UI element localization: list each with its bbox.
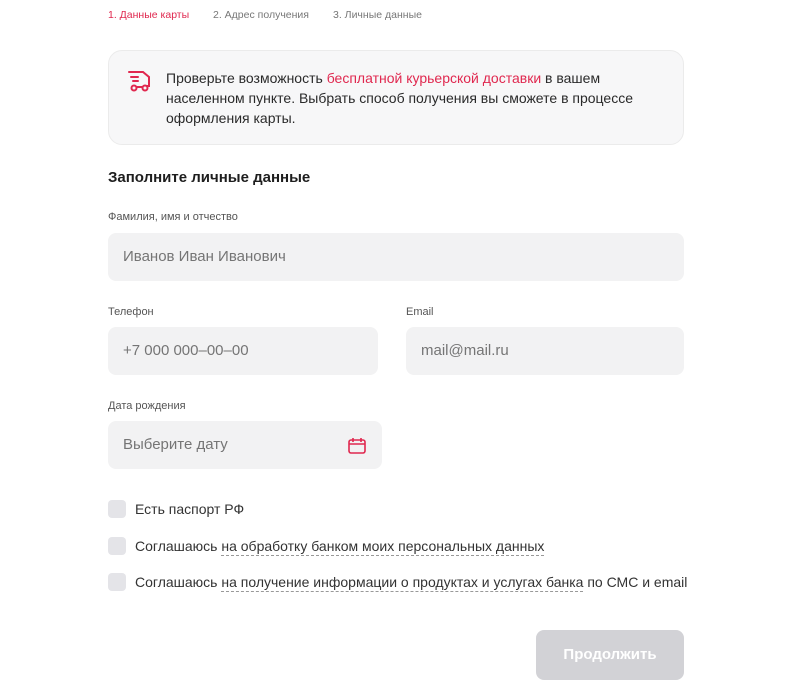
fio-input[interactable] — [108, 233, 684, 281]
birthdate-input[interactable] — [108, 421, 382, 469]
continue-button[interactable]: Продолжить — [536, 630, 684, 680]
passport-checkbox-label[interactable]: Есть паспорт РФ — [135, 501, 245, 517]
email-label: Email — [406, 306, 434, 318]
marketing-info-link[interactable]: на получение информации о продуктах и услугах банка — [221, 574, 584, 590]
consent-text-end: по СМС и email — [583, 574, 688, 590]
consent-text: Соглашаюсь — [135, 538, 222, 554]
marketing-consent-checkbox[interactable] — [108, 573, 126, 591]
calendar-icon[interactable] — [348, 437, 366, 454]
step-delivery-address[interactable]: 2. Адрес получения — [213, 9, 309, 21]
delivery-info-text — [166, 68, 646, 128]
step-personal-data[interactable]: 3. Личные данные — [333, 9, 422, 21]
email-input[interactable] — [406, 327, 684, 375]
personal-data-consent-label — [135, 538, 544, 554]
passport-checkbox[interactable] — [108, 500, 126, 518]
step-card-data[interactable]: 1. Данные карты — [108, 9, 190, 21]
fio-label: Фамилия, имя и отчество — [108, 211, 238, 223]
marketing-consent-label — [135, 574, 687, 590]
free-delivery-link[interactable]: бесплатной курьерской доставки — [326, 70, 542, 86]
consent-text: Соглашаюсь — [135, 574, 222, 590]
delivery-truck-icon — [127, 69, 155, 95]
section-title: Заполните личные данные — [108, 169, 311, 186]
birthdate-label: Дата рождения — [108, 400, 186, 412]
info-text-start: Проверьте возможность — [166, 70, 327, 86]
phone-label: Телефон — [108, 306, 154, 318]
personal-data-consent-checkbox[interactable] — [108, 537, 126, 555]
personal-data-link[interactable]: на обработку банком моих персональных данных — [221, 538, 545, 554]
info-text-end: в вашем населенном пункте. Выбрать способ получения вы сможете в процессе оформления карты. — [166, 70, 633, 126]
phone-input[interactable] — [108, 327, 378, 375]
